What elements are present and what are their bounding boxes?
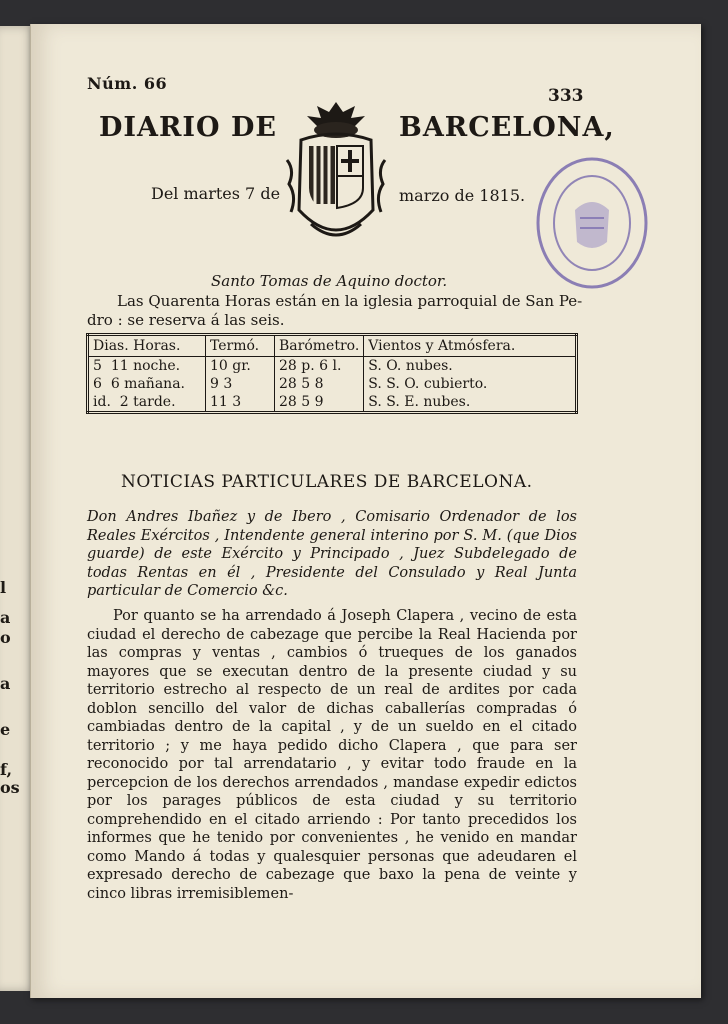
margin-char: a bbox=[0, 674, 11, 693]
margin-char: a bbox=[0, 608, 11, 627]
wind-cell: S. O. nubes. bbox=[368, 358, 453, 374]
margin-char: os bbox=[0, 778, 20, 797]
day-hour-cell: 5 11 noche. bbox=[88, 357, 206, 376]
date-right: marzo de 1815. bbox=[399, 186, 526, 205]
coat-of-arms-icon bbox=[281, 100, 391, 252]
thermo-cell: 10 gr. bbox=[206, 357, 275, 376]
page-number: 333 bbox=[548, 86, 584, 106]
header-days-hours: Dias. Horas. bbox=[88, 335, 206, 357]
weather-table bbox=[86, 333, 578, 414]
wind-cell: S. S. O. cubierto. bbox=[368, 376, 488, 392]
newspaper-page bbox=[30, 24, 701, 998]
section-heading: NOTICIAS PARTICULARES DE BARCELONA. bbox=[121, 472, 533, 492]
official-title-paragraph bbox=[87, 508, 577, 601]
baro-cell: 28 5 9 bbox=[275, 393, 364, 413]
thermo-cell: 9 3 bbox=[206, 375, 275, 393]
table-row bbox=[88, 357, 577, 376]
header-winds: Vientos y Atmósfera. bbox=[364, 335, 577, 357]
baro-cell: 28 5 8 bbox=[275, 375, 364, 393]
margin-char: e bbox=[0, 720, 11, 739]
baro-cell: 28 p. 6 l. bbox=[275, 357, 364, 376]
day-hour-cell: 6 6 mañana. bbox=[88, 375, 206, 393]
saint-of-the-day: Santo Tomas de Aquino doctor. bbox=[211, 272, 448, 290]
masthead-title-right: BARCELONA, bbox=[399, 112, 615, 143]
thermo-cell: 11 3 bbox=[206, 393, 275, 413]
header-thermometer: Termó. bbox=[206, 335, 275, 357]
library-stamp-icon bbox=[535, 156, 649, 290]
edict-body bbox=[87, 607, 577, 903]
header-barometer: Barómetro. bbox=[275, 335, 364, 357]
wind-cell: S. S. E. nubes. bbox=[368, 394, 471, 410]
issue-number: Núm. 66 bbox=[87, 74, 168, 93]
weather-table-header bbox=[88, 335, 577, 357]
italic-paragraph: Don Andres Ibañez y de Ibero , Comisario Ordenador de los Reales Exércitos , Intendente general interino por S. M. (que Dios guarde) de este Exército y Principado , Juez Subdelegado de todas Rentas en él , Presidente del Consulado y Real Junta particular de Comercio &c. bbox=[87, 509, 577, 599]
table-row bbox=[88, 375, 577, 393]
body-paragraph: Por quanto se ha arrendado á Joseph Clapera , vecino de esta ciudad el derecho de cabezage que percibe la Real Hacienda por las compras y ventas , cambios ó trueques de los ganados mayores que se executan dentro de la presente ciudad y su territorio estrecho al respecto de un real de ardites por cada doblon sencillo del valor de dichas caballerías compradas ó cambiadas dentro de la capital , y de un sueldo en el citado territorio ; y me haya pedido dicho Clapera , que para ser reconocido por tal arrendatario , y evitar todo fraude en la percepcion de los derechos arrendados , mandase expedir edictos por los parages públicos de esta ciudad y su territorio comprehendido en el citado arriendo : Por tanto precedidos los informes que he tenido por convenientes , he venido en mandar como Mando á todas y qualesquier personas que adeudaren el expresado derecho de cabezage que baxo la pena de veinte y cinco libras irremisiblemen- bbox=[87, 608, 577, 902]
margin-char: o bbox=[0, 628, 11, 647]
day-hour-cell: id. 2 tarde. bbox=[88, 393, 206, 413]
notice-line: dro : se reserva á las seis. bbox=[87, 311, 285, 329]
margin-char: l bbox=[0, 578, 7, 597]
notice-line: Las Quarenta Horas están en la iglesia parroquial de San Pe- bbox=[117, 292, 583, 310]
table-row bbox=[88, 393, 577, 413]
margin-char: f, bbox=[0, 760, 13, 779]
masthead-title-left: DIARIO DE bbox=[99, 112, 277, 143]
date-left: Del martes 7 de bbox=[151, 184, 281, 203]
